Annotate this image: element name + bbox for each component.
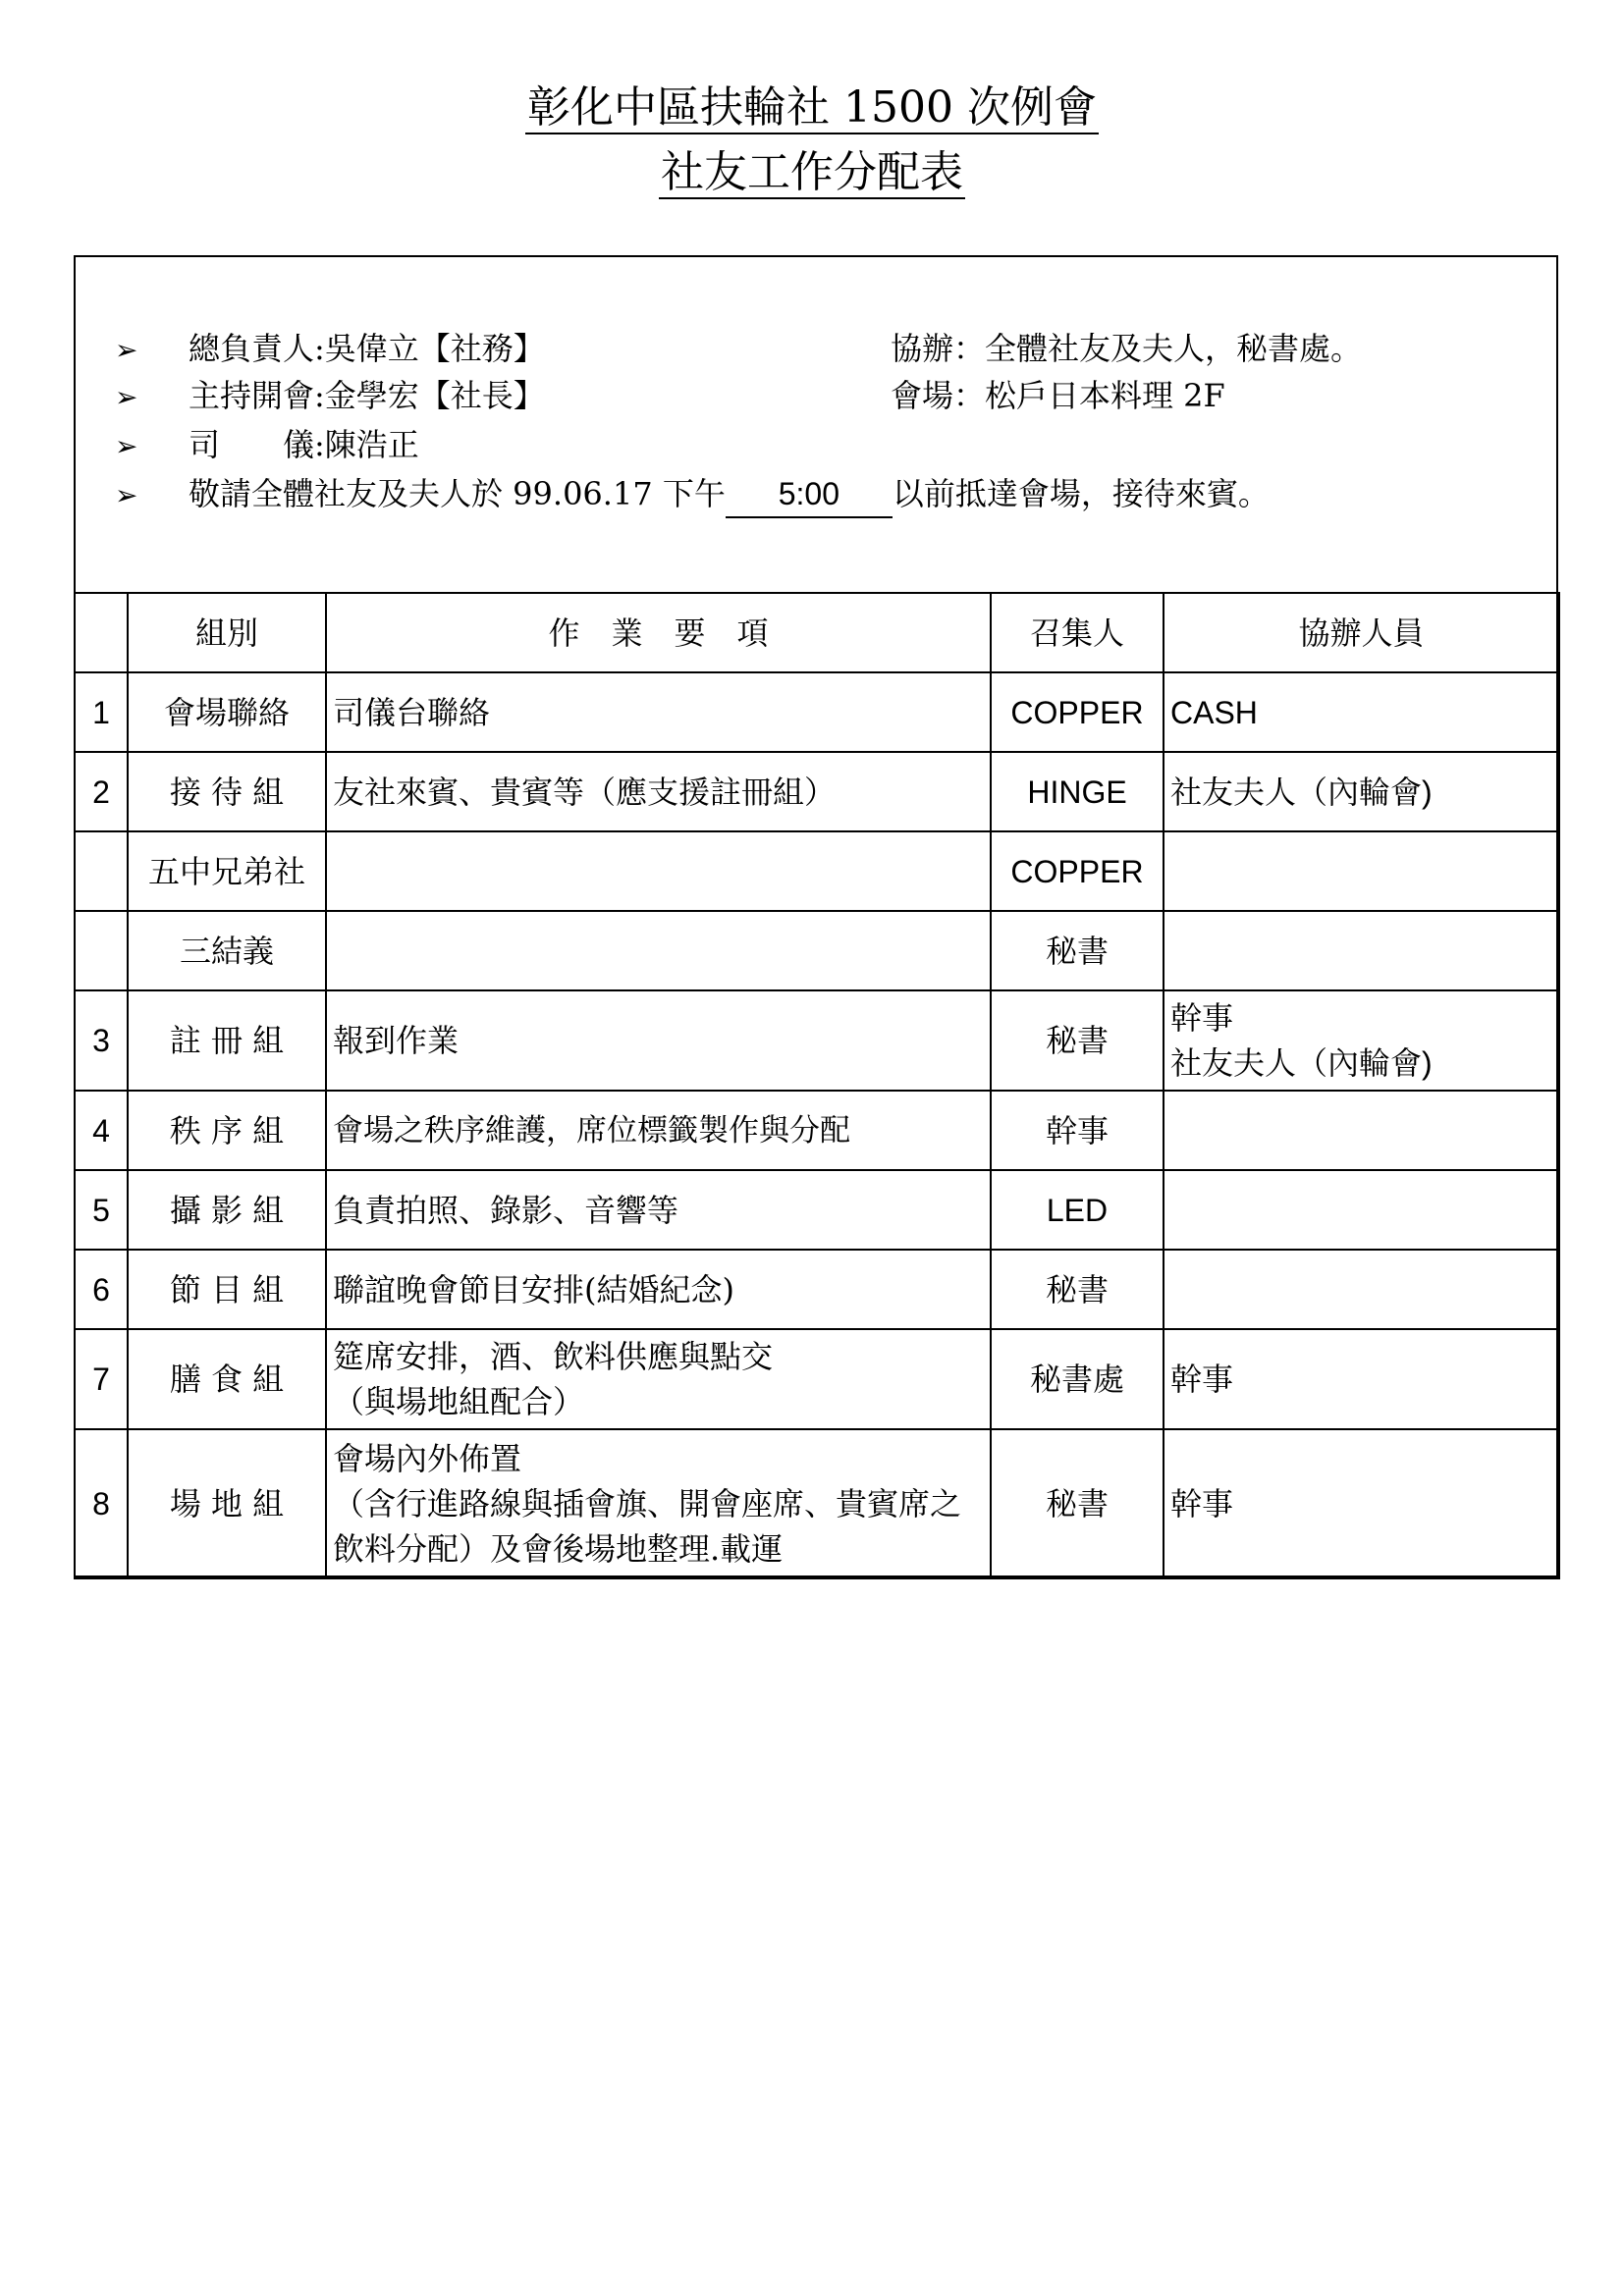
- row-num: 8: [75, 1429, 128, 1578]
- row-help: [1164, 831, 1559, 911]
- info-chief-line: [115, 326, 1363, 373]
- row-help: 幹事: [1164, 1329, 1559, 1429]
- row-task: 負責拍照、錄影、音響等: [326, 1170, 991, 1250]
- row-group: 膳 食 組: [128, 1329, 326, 1429]
- mc-text: 司 儀:陳浩正: [189, 426, 419, 463]
- row-task: 聯誼晚會節目安排(結婚紀念): [326, 1250, 991, 1329]
- header-help: 協辦人員: [1164, 593, 1559, 672]
- row-num: 2: [75, 752, 128, 831]
- row-task: 友社來賓、貴賓等（應支援註冊組）: [326, 752, 991, 831]
- notice-pre: 敬請全體社友及夫人於 99.06.17 下午: [189, 475, 726, 512]
- row-lead: 幹事: [991, 1091, 1164, 1170]
- row-group: 節 目 組: [128, 1250, 326, 1329]
- row-num: 5: [75, 1170, 128, 1250]
- table-row: [75, 911, 1559, 990]
- row-lead: 秘書: [991, 1250, 1164, 1329]
- row-num: [75, 831, 128, 911]
- info-host-line: [115, 373, 1225, 420]
- row-group: 秩 序 組: [128, 1091, 326, 1170]
- row-num: [75, 911, 128, 990]
- row-group: 註 冊 組: [128, 990, 326, 1091]
- chief-text: 總負責人:吳偉立【社務】: [189, 330, 545, 367]
- table-row: [75, 672, 1559, 752]
- table-row: [75, 1170, 1559, 1250]
- row-lead: 秘書: [991, 911, 1164, 990]
- row-group: 會場聯絡: [128, 672, 326, 752]
- document-title: 彰化中區扶輪社 1500 次例會: [527, 82, 1097, 133]
- document-subtitle: 社友工作分配表: [661, 147, 963, 197]
- row-group: 五中兄弟社: [128, 831, 326, 911]
- info-section: [74, 255, 1558, 594]
- row-lead: 秘書: [991, 1429, 1164, 1578]
- assignment-table: [74, 592, 1560, 1579]
- table-row: [75, 990, 1559, 1091]
- bullet-icon: ➢: [115, 479, 138, 511]
- table-row: [75, 831, 1559, 911]
- row-num: 4: [75, 1091, 128, 1170]
- info-notice-line: [115, 471, 1270, 518]
- info-mc-line: [115, 422, 419, 469]
- row-task: 司儀台聯絡: [326, 672, 991, 752]
- row-help: CASH: [1164, 672, 1559, 752]
- host-text: 主持開會:金學宏【社長】: [189, 377, 545, 414]
- table-row: [75, 752, 1559, 831]
- row-task: 筵席安排，酒、飲料供應與點交 （與場地組配合）: [326, 1329, 991, 1429]
- assist-text: 協辦：全體社友及夫人，秘書處。: [891, 330, 1363, 367]
- bullet-icon: ➢: [115, 430, 138, 462]
- row-num: 6: [75, 1250, 128, 1329]
- row-task: 會場之秩序維護，席位標籤製作與分配: [326, 1091, 991, 1170]
- row-help: 社友夫人（內輪會): [1164, 752, 1559, 831]
- table-row: [75, 1091, 1559, 1170]
- row-lead: 秘書處: [991, 1329, 1164, 1429]
- row-group: 攝 影 組: [128, 1170, 326, 1250]
- row-task: 會場內外佈置 （含行進路線與插會旗、開會座席、貴賓席之飲料分配）及會後場地整理.載運: [326, 1429, 991, 1578]
- row-num: 7: [75, 1329, 128, 1429]
- row-task: 報到作業: [326, 990, 991, 1091]
- row-group: 接 待 組: [128, 752, 326, 831]
- table-header-row: [75, 593, 1559, 672]
- bullet-icon: ➢: [115, 381, 138, 413]
- table-row: [75, 1329, 1559, 1429]
- row-group: 場 地 組: [128, 1429, 326, 1578]
- row-num: 3: [75, 990, 128, 1091]
- header-group: 組別: [128, 593, 326, 672]
- row-help: 幹事 社友夫人（內輪會): [1164, 990, 1559, 1091]
- row-task: [326, 911, 991, 990]
- row-help: 幹事: [1164, 1429, 1559, 1578]
- row-group: 三結義: [128, 911, 326, 990]
- header-lead: 召集人: [991, 593, 1164, 672]
- header-num: [75, 593, 128, 672]
- notice-post: 以前抵達會場，接待來賓。: [892, 475, 1270, 512]
- row-num: 1: [75, 672, 128, 752]
- table-row: [75, 1429, 1559, 1578]
- row-lead: HINGE: [991, 752, 1164, 831]
- table-row: [75, 1250, 1559, 1329]
- venue-text: 會場：松戶日本料理 2F: [891, 377, 1225, 414]
- row-help: [1164, 1170, 1559, 1250]
- header-task: 作 業 要 項: [326, 593, 991, 672]
- row-lead: LED: [991, 1170, 1164, 1250]
- notice-time: 5:00: [726, 471, 893, 518]
- row-task: [326, 831, 991, 911]
- row-lead: COPPER: [991, 672, 1164, 752]
- row-lead: COPPER: [991, 831, 1164, 911]
- row-help: [1164, 1091, 1559, 1170]
- row-lead: 秘書: [991, 990, 1164, 1091]
- row-help: [1164, 911, 1559, 990]
- bullet-icon: ➢: [115, 334, 138, 366]
- row-help: [1164, 1250, 1559, 1329]
